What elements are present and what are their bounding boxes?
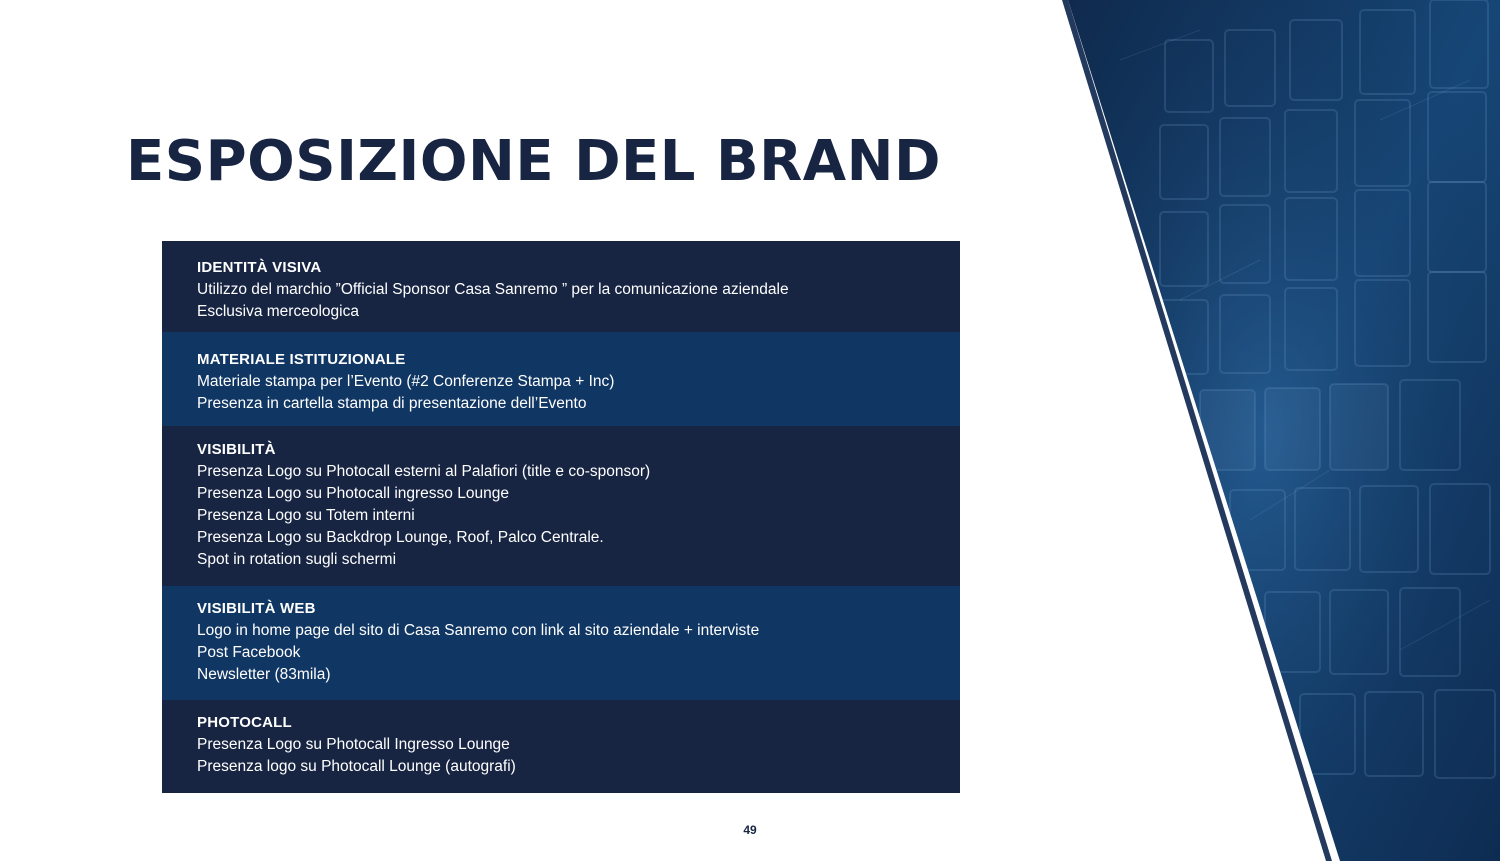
section-visibilita [162,426,960,586]
tile-pattern [1068,0,1500,861]
section-line: Utilizzo del marchio ”Official Sponsor Casa Sanremo ” per la comunicazione aziendale [197,281,789,298]
section-line: Presenza Logo su Photocall ingresso Lounge [197,485,509,502]
section-heading: IDENTITÀ VISIVA [197,259,322,276]
section-line: Presenza Logo su Photocall esterni al Palafiori (title e co-sponsor) [197,463,651,480]
section-line: Presenza Logo su Totem interni [197,507,415,524]
section-materiale-istituzionale [162,332,960,426]
section-heading: PHOTOCALL [197,714,292,731]
page-title: ESPOSIZIONE DEL BRAND [126,129,941,194]
section-line: Spot in rotation sugli schermi [197,551,397,568]
section-line: Newsletter (83mila) [197,666,331,683]
section-line: Logo in home page del sito di Casa Sanremo con link al sito aziendale + interviste [197,622,760,639]
section-line: Post Facebook [197,644,301,661]
section-line: Materiale stampa per l’Evento (#2 Conferenze Stampa + Inc) [197,373,615,390]
section-visibilita-web [162,586,960,700]
section-line: Presenza Logo su Backdrop Lounge, Roof, Palco Centrale. [197,529,604,546]
section-line: Esclusiva merceologica [197,303,359,320]
section-line: Presenza Logo su Photocall Ingresso Lounge [197,736,510,753]
section-heading: MATERIALE ISTITUZIONALE [197,351,406,368]
section-line: Presenza logo su Photocall Lounge (autografi) [197,758,516,775]
page-number: 49 [743,823,757,837]
section-heading: VISIBILITÀ [197,441,276,458]
benefits-panel [162,241,960,793]
section-line: Presenza in cartella stampa di presentazione dell’Evento [197,395,587,412]
section-heading: VISIBILITÀ WEB [197,600,316,617]
section-photocall [162,700,960,793]
section-identita-visiva [162,241,960,332]
